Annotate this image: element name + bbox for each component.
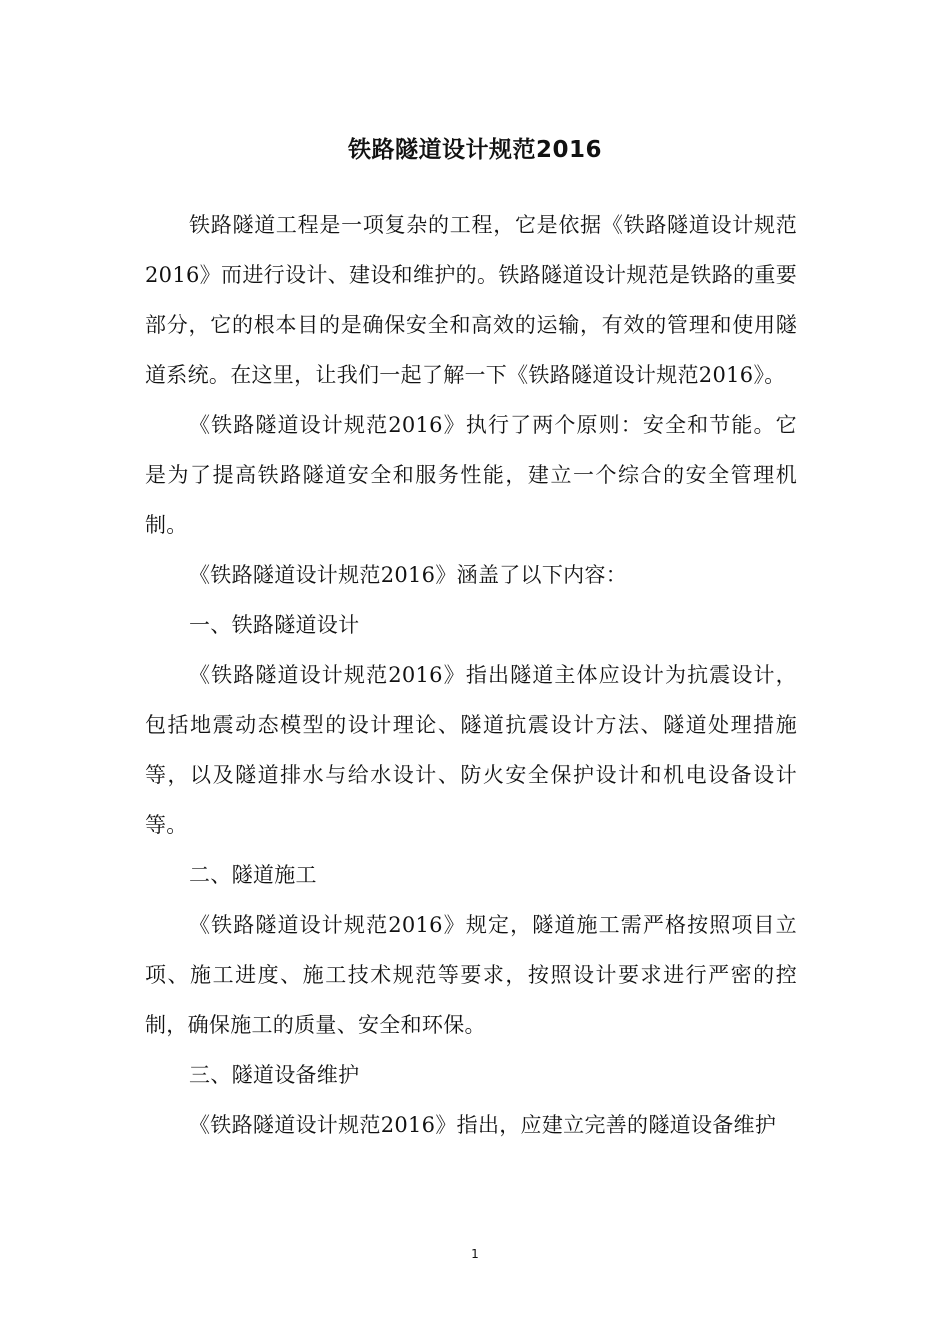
document-body: [145, 200, 797, 1150]
paragraph-maintenance: 《铁路隧道设计规范2016》指出，应建立完善的隧道设备维护: [189, 1113, 777, 1137]
paragraph-intro: 铁路隧道工程是一项复杂的工程，它是依据《铁路隧道设计规范2016》而进行设计、建设和维护的。铁路隧道设计规范是铁路的重要部分，它的根本目的是确保安全和高效的运输，有效的管理和使用隧道系统。在这里，让我们一起了解一下《铁路隧道设计规范2016》。: [145, 213, 797, 387]
section-heading-maintenance: 三、隧道设备维护: [189, 1063, 360, 1087]
section-heading-construction: 二、隧道施工: [189, 863, 317, 887]
paragraph-principles: 《铁路隧道设计规范2016》执行了两个原则：安全和节能。它是为了提高铁路隧道安全和服务性能，建立一个综合的安全管理机制。: [145, 413, 797, 537]
section-heading-design: 一、铁路隧道设计: [189, 613, 360, 637]
paragraph-design: 《铁路隧道设计规范2016》指出隧道主体应设计为抗震设计，包括地震动态模型的设计理论、隧道抗震设计方法、隧道处理措施等，以及隧道排水与给水设计、防火安全保护设计和机电设备设计等。: [145, 663, 797, 837]
paragraph-construction: 《铁路隧道设计规范2016》规定，隧道施工需严格按照项目立项、施工进度、施工技术规范等要求，按照设计要求进行严密的控制，确保施工的质量、安全和环保。: [145, 913, 797, 1037]
document-title: 铁路隧道设计规范2016: [347, 137, 602, 163]
paragraph-contents-intro: 《铁路隧道设计规范2016》涵盖了以下内容：: [189, 563, 628, 587]
page-number: 1: [471, 1247, 479, 1261]
